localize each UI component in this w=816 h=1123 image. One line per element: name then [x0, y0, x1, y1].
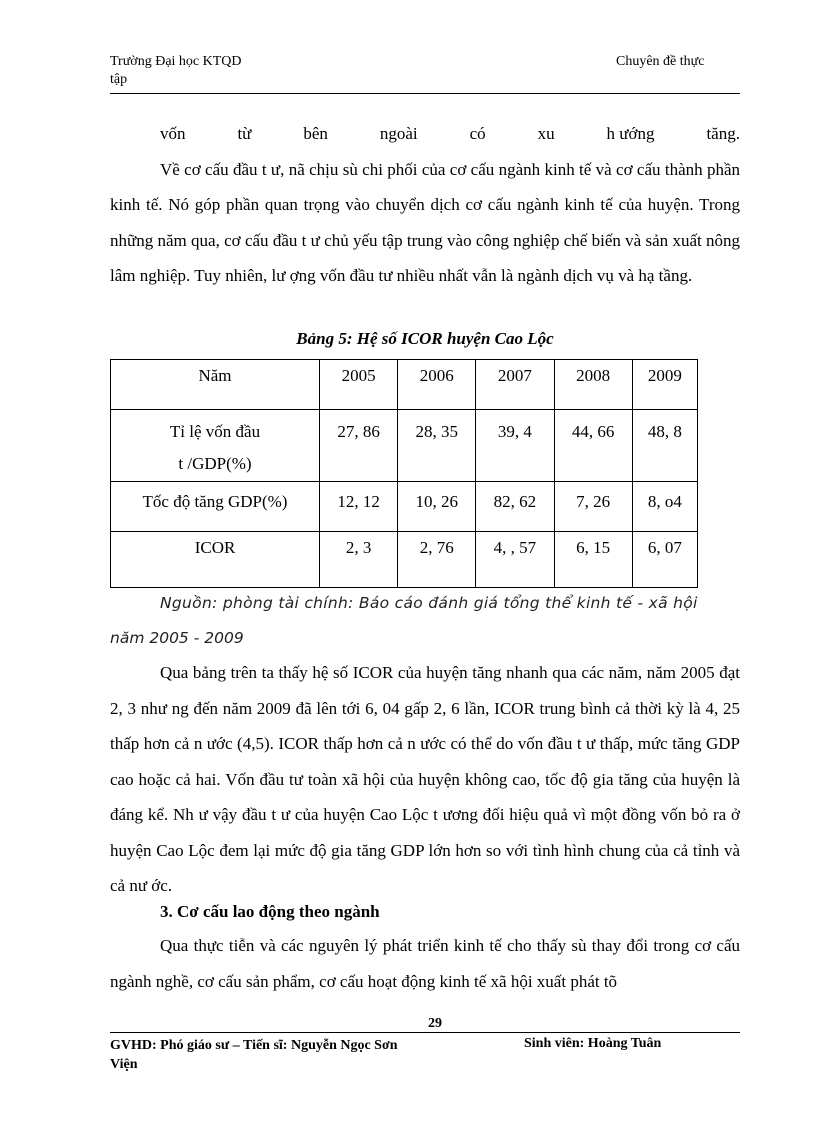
word: bên: [303, 124, 328, 143]
body-paragraph-1: [110, 116, 740, 294]
table-row: [111, 410, 698, 482]
table-cell: 6, 07: [632, 532, 697, 588]
section-heading: 3. Cơ cấu lao động theo ngành: [160, 902, 380, 921]
word: tăng.: [706, 124, 740, 143]
footer-rule: [110, 1032, 740, 1033]
source-line-1: Nguồn: phòng tài chính: Báo cáo đánh giá tổng thể kinh tế - xã hội: [160, 594, 698, 612]
table-caption: Bảng 5: Hệ số ICOR huyện Cao Lộc: [296, 329, 554, 348]
word: ngoài: [379, 124, 418, 143]
table-cell: 82, 62: [476, 482, 554, 532]
table-header-row: [111, 360, 698, 410]
table-cell: 48, 8: [632, 410, 697, 482]
header-report-type: Chuyên đề thực: [616, 54, 705, 69]
header-cell: 2007: [476, 360, 554, 410]
table-cell: 28, 35: [398, 410, 476, 482]
table-source-note: [110, 586, 740, 656]
header-rule: [110, 93, 740, 94]
table-cell: 4, , 57: [476, 532, 554, 588]
footer-supervisor-line2: Viện: [110, 1057, 138, 1072]
source-line-2: năm 2005 - 2009: [110, 629, 244, 647]
labor-structure-text: Qua thực tiễn và các nguyên lý phát triển kinh tế cho thấy sù thay đổi trong cơ cấu ngành nghề, cơ cấu sản phẩm, cơ cấu hoạt động kinh tế xã hội xuất phát tõ: [110, 936, 740, 991]
word: từ: [237, 124, 252, 143]
table-cell: 2, 3: [320, 532, 398, 588]
header-cell: 2008: [554, 360, 632, 410]
page-number: 29: [428, 1016, 442, 1031]
body-paragraph-2: [110, 655, 740, 904]
table-cell: 12, 12: [320, 482, 398, 532]
footer-student: Sinh viên: Hoàng Tuân: [524, 1036, 662, 1051]
row-label-line: Tỉ lệ vốn đầu: [169, 422, 261, 441]
table-row: [111, 482, 698, 532]
row-label: ICOR: [111, 532, 320, 588]
table-cell: 27, 86: [320, 410, 398, 482]
header-cell: Năm: [111, 360, 320, 410]
table-cell: 8, o4: [632, 482, 697, 532]
word: có: [469, 124, 486, 143]
table-cell: 44, 66: [554, 410, 632, 482]
row-label-line: t /GDP(%): [178, 454, 252, 473]
header-school: [110, 53, 242, 89]
table-cell: 2, 76: [398, 532, 476, 588]
row-label: [111, 410, 320, 482]
header-cell: 2006: [398, 360, 476, 410]
icor-table: [110, 359, 698, 588]
footer-supervisor: [110, 1036, 398, 1074]
header-cell: 2009: [632, 360, 697, 410]
table-cell: 7, 26: [554, 482, 632, 532]
row-label: Tốc độ tăng GDP(%): [111, 482, 320, 532]
table-row: [111, 532, 698, 588]
table-cell: 39, 4: [476, 410, 554, 482]
footer-supervisor-line1: GVHD: Phó giáo sư – Tiến sĩ: Nguyễn Ngọc Sơn: [110, 1038, 398, 1053]
table-cell: 10, 26: [398, 482, 476, 532]
icor-analysis-text: Qua bảng trên ta thấy hệ số ICOR của huyện tăng nhanh qua các năm, năm 2005 đạt 2, 3 như ng đến năm 2009 đã lên tới 6, 04 gấp 2, 6 lần, ICOR trung bình cả thời kỳ là 4, 25 thấp hơn cả n ước (4,5). ICOR thấp hơn cả n ước có thể do vốn đầu t ư thấp, mức tăng GDP cao hoặc cả hai. Vốn đầu tư toàn xã hội của huyện không cao, tốc độ gia tăng của huyện là đáng kể. Nh ư vậy đầu t ư của huyện Cao Lộc t ương đối hiệu quả vì một đồng vốn bỏ ra ở huyện Cao Lộc đem lại mức độ gia tăng GDP lớn hơn so với tình hình chung của cả tỉnh và cả nư ớc.: [110, 663, 740, 895]
body-paragraph-3: [110, 928, 740, 999]
investment-structure-text: Về cơ cấu đầu t ư, nã chịu sù chi phối của cơ cấu ngành kinh tế và cơ cấu thành phần kinh tế. Nó góp phần quan trọng vào chuyển dịch cơ cấu ngành kinh tế của huyện. Trong những năm qua, cơ cấu đầu t ư chủ yếu tập trung vào công nghiệp chế biến và sản xuất nông lâm nghiệp. Tuy nhiên, lư ợng vốn đầu tư nhiều nhất vẫn là ngành dịch vụ và hạ tầng.: [110, 159, 740, 285]
word: xu: [537, 124, 555, 143]
header-school-line2: tập: [110, 72, 128, 87]
word: vốn: [160, 124, 186, 143]
word: h ướng: [606, 124, 655, 143]
justified-line: [110, 116, 740, 152]
header-cell: 2005: [320, 360, 398, 410]
table-cell: 6, 15: [554, 532, 632, 588]
header-school-line1: Trường Đại học KTQD: [110, 54, 242, 69]
